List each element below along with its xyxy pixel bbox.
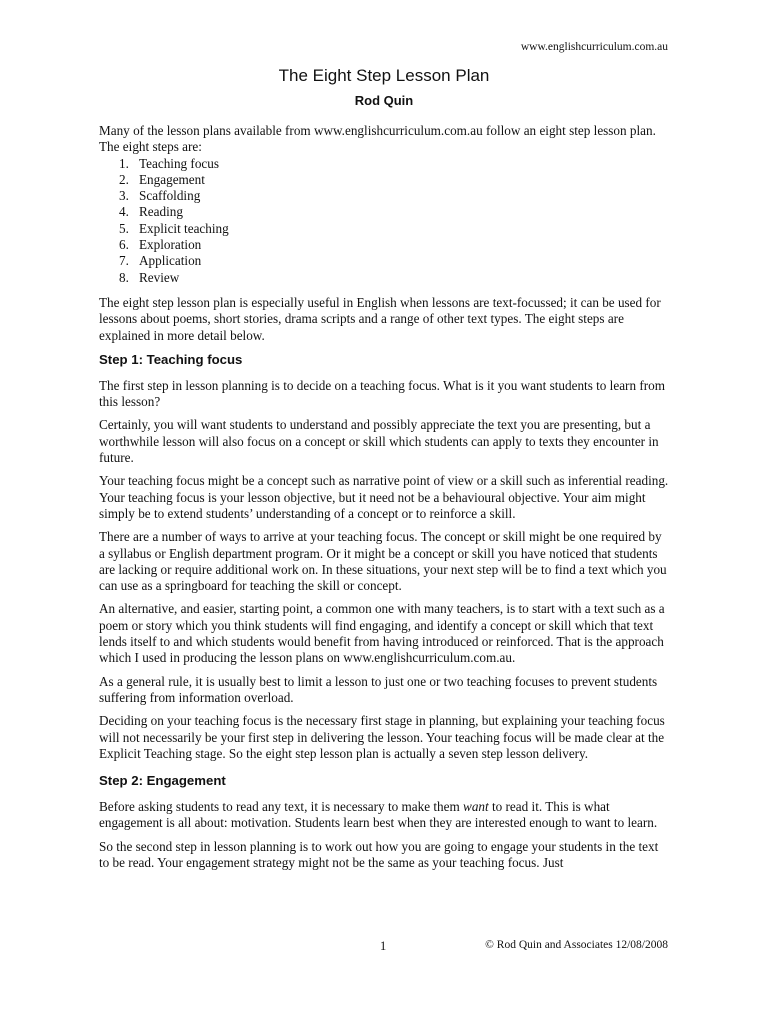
steps-list <box>99 156 669 286</box>
step2-text: to read it. This is what engagement is all about: motivation. Students learn best when they are interested enough to want to learn. <box>99 799 658 831</box>
step2-heading: Step 2: Engagement <box>99 773 226 789</box>
header-url: www.englishcurriculum.com.au <box>520 41 668 53</box>
list-number: 6. <box>119 237 129 253</box>
step2-text: Before asking students to read any text, it is necessary to make them <box>99 799 464 815</box>
list-item <box>99 221 669 237</box>
emphasis-want: want <box>463 799 489 815</box>
step1-paragraph: As a general rule, it is usually best to limit a lesson to just one or two teaching focuses to prevent students suffering from information overload. <box>99 673 658 705</box>
step1-paragraph: An alternative, and easier, starting point, a common one with many teachers, is to start with a text such as a poem or story which you think students will find engaging, and identify a concept or skill which that text lends itself to and which students would benefit from having introduced or reinforced. That is the approach which I used in producing the lesson plans on www.englishcurriculum.com.au. <box>99 601 665 666</box>
step1-paragraph: The first step in lesson planning is to decide on a teaching focus. What is it you want students to learn from this lesson? <box>99 377 665 410</box>
list-item <box>99 156 669 172</box>
list-item <box>99 270 669 286</box>
list-item <box>99 253 669 269</box>
document-title: The Eight Step Lesson Plan <box>278 66 490 85</box>
intro-paragraph: Many of the lesson plans available from www.englishcurriculum.com.au follow an eight step lesson plan. The eight steps are: <box>99 123 656 155</box>
list-label: Scaffolding <box>139 188 201 204</box>
page-number: 1 <box>380 939 387 953</box>
list-item <box>99 204 669 220</box>
document-body <box>99 123 669 878</box>
list-number: 1. <box>119 155 129 171</box>
list-label: Application <box>139 253 202 269</box>
list-number: 3. <box>119 188 129 204</box>
step1-paragraph: Your teaching focus might be a concept such as narrative point of view or a skill such as inferential reading. Your teaching focus is your lesson objective, but it need not be a behavioural objective. Your aim might simply be to extend students’ understanding of a concept or to reinforce a skill. <box>99 473 669 521</box>
step2-paragraph: So the second step in lesson planning is to work out how you are going to engage your students in the text to be read. Your engagement strategy might not be the same as your teaching focus. Just <box>99 838 659 870</box>
list-label: Explicit teaching <box>139 220 229 236</box>
list-number: 4. <box>119 204 129 220</box>
list-number: 5. <box>119 220 129 236</box>
list-number: 7. <box>119 253 129 269</box>
footer-copyright: © Rod Quin and Associates 12/08/2008 <box>485 939 668 951</box>
document-author: Rod Quin <box>354 93 414 108</box>
list-number: 8. <box>119 269 129 285</box>
list-label: Teaching focus <box>139 155 219 171</box>
list-label: Exploration <box>139 237 202 253</box>
step1-paragraph: Deciding on your teaching focus is the necessary first stage in planning, but explaining your teaching focus will not necessarily be your first step in delivering the lesson. Your teaching focus will be made clear at the Explicit Teaching stage. So the eight step lesson plan is actually a seven step lesson delivery. <box>99 713 665 761</box>
overview-paragraph: The eight step lesson plan is especially useful in English when lessons are text-focussed; it can be used for lessons about poems, short stories, drama scripts and a range of other text types. The eight steps are explained in more detail below. <box>99 294 661 343</box>
step1-heading: Step 1: Teaching focus <box>99 351 243 367</box>
step2-paragraph <box>99 799 669 832</box>
step1-paragraph: There are a number of ways to arrive at your teaching focus. The concept or skill might be one required by a syllabus or English department program. Or it might be a concept or skill you have noticed that students are lacking or require additional work on. In these situations, your next step will be to find a text which you can use as a springboard for teaching the skill or concept. <box>99 529 667 594</box>
list-item <box>99 188 669 204</box>
list-label: Review <box>139 269 180 285</box>
list-label: Engagement <box>139 171 205 187</box>
list-number: 2. <box>119 171 129 187</box>
list-label: Reading <box>139 204 183 220</box>
list-item <box>99 237 669 253</box>
step1-paragraph: Certainly, you will want students to understand and possibly appreciate the text you are presenting, but a worthwhile lesson will also focus on a concept or skill which students can apply to texts they encounter in future. <box>99 417 659 466</box>
list-item <box>99 172 669 188</box>
